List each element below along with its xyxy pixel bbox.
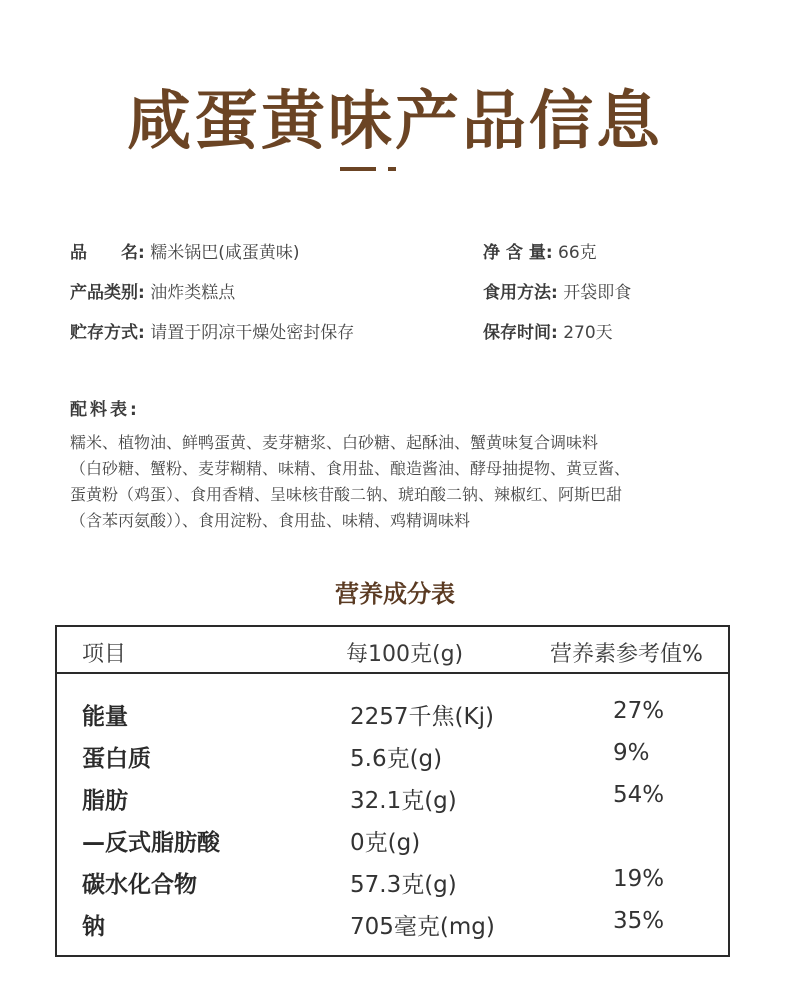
ingredients-label: 配料表: <box>70 400 140 420</box>
nutrient-value: 0克(g) <box>350 830 421 856</box>
info-value: 开袋即食 <box>563 283 632 303</box>
info-label: 产品类别: <box>70 283 145 303</box>
title-divider-long <box>340 167 376 171</box>
info-label: 净 含 量: <box>483 243 553 263</box>
info-value: 糯米锅巴(咸蛋黄味) <box>150 243 300 263</box>
ingredients-line: 糯米、植物油、鲜鸭蛋黄、麦芽糖浆、白砂糖、起酥油、蟹黄味复合调味料 <box>70 433 599 452</box>
nutrient-nrv: 35% <box>613 908 665 934</box>
ingredients-line: 蛋黄粉（鸡蛋）、食用香精、呈味核苷酸二钠、琥珀酸二钠、辣椒红、阿斯巴甜 <box>70 485 623 504</box>
page-title: 咸蛋黄味产品信息 <box>127 85 663 159</box>
nutrient-value: 5.6克(g) <box>350 746 443 772</box>
info-value: 油炸类糕点 <box>150 283 236 303</box>
nutrient-value: 705毫克(mg) <box>350 914 495 940</box>
nutrient-name: 能量 <box>82 704 128 730</box>
ingredients-text <box>70 430 730 534</box>
nutrient-name: 脂肪 <box>82 788 128 814</box>
info-label: 食用方法: <box>483 283 558 303</box>
ingredients-line: （白砂糖、蟹粉、麦芽糊精、味精、食用盐、酿造酱油、酵母抽提物、黄豆酱、 <box>70 459 631 478</box>
info-label: 贮存方式: <box>70 323 145 343</box>
info-storage <box>70 318 354 343</box>
nutrition-header-per100g: 每100克(g) <box>346 642 464 667</box>
info-category <box>70 278 235 303</box>
title-divider-dot <box>388 167 396 171</box>
info-label: 保存时间: <box>483 323 558 343</box>
nutrition-title: 营养成分表 <box>335 580 455 608</box>
nutrition-header-divider <box>55 672 730 674</box>
nutrient-value: 2257千焦(Kj) <box>350 704 494 730</box>
nutrient-name: 碳水化合物 <box>82 872 197 898</box>
info-label: 品 名: <box>70 243 145 263</box>
nutrient-nrv: 54% <box>613 782 665 808</box>
ingredients-line: （含苯丙氨酸））、食用淀粉、食用盐、味精、鸡精调味料 <box>70 511 471 530</box>
nutrient-nrv: 27% <box>613 698 665 724</box>
info-usage <box>483 278 631 303</box>
info-value: 请置于阴凉干燥处密封保存 <box>150 323 355 343</box>
nutrition-header-item: 项目 <box>82 642 127 667</box>
info-product-name <box>70 238 299 263</box>
info-value: 66克 <box>558 243 597 263</box>
nutrient-value: 57.3克(g) <box>350 872 457 898</box>
info-net-content <box>483 238 597 263</box>
nutrient-nrv: 9% <box>613 740 650 766</box>
nutrient-name: 钠 <box>82 914 105 940</box>
nutrient-value: 32.1克(g) <box>350 788 457 814</box>
info-value: 270天 <box>563 323 613 343</box>
nutrition-header-nrv: 营养素参考值% <box>550 642 703 667</box>
info-shelf-life <box>483 318 613 343</box>
nutrient-name: 蛋白质 <box>82 746 151 772</box>
nutrient-nrv: 19% <box>613 866 665 892</box>
nutrient-name: —反式脂肪酸 <box>82 830 220 856</box>
